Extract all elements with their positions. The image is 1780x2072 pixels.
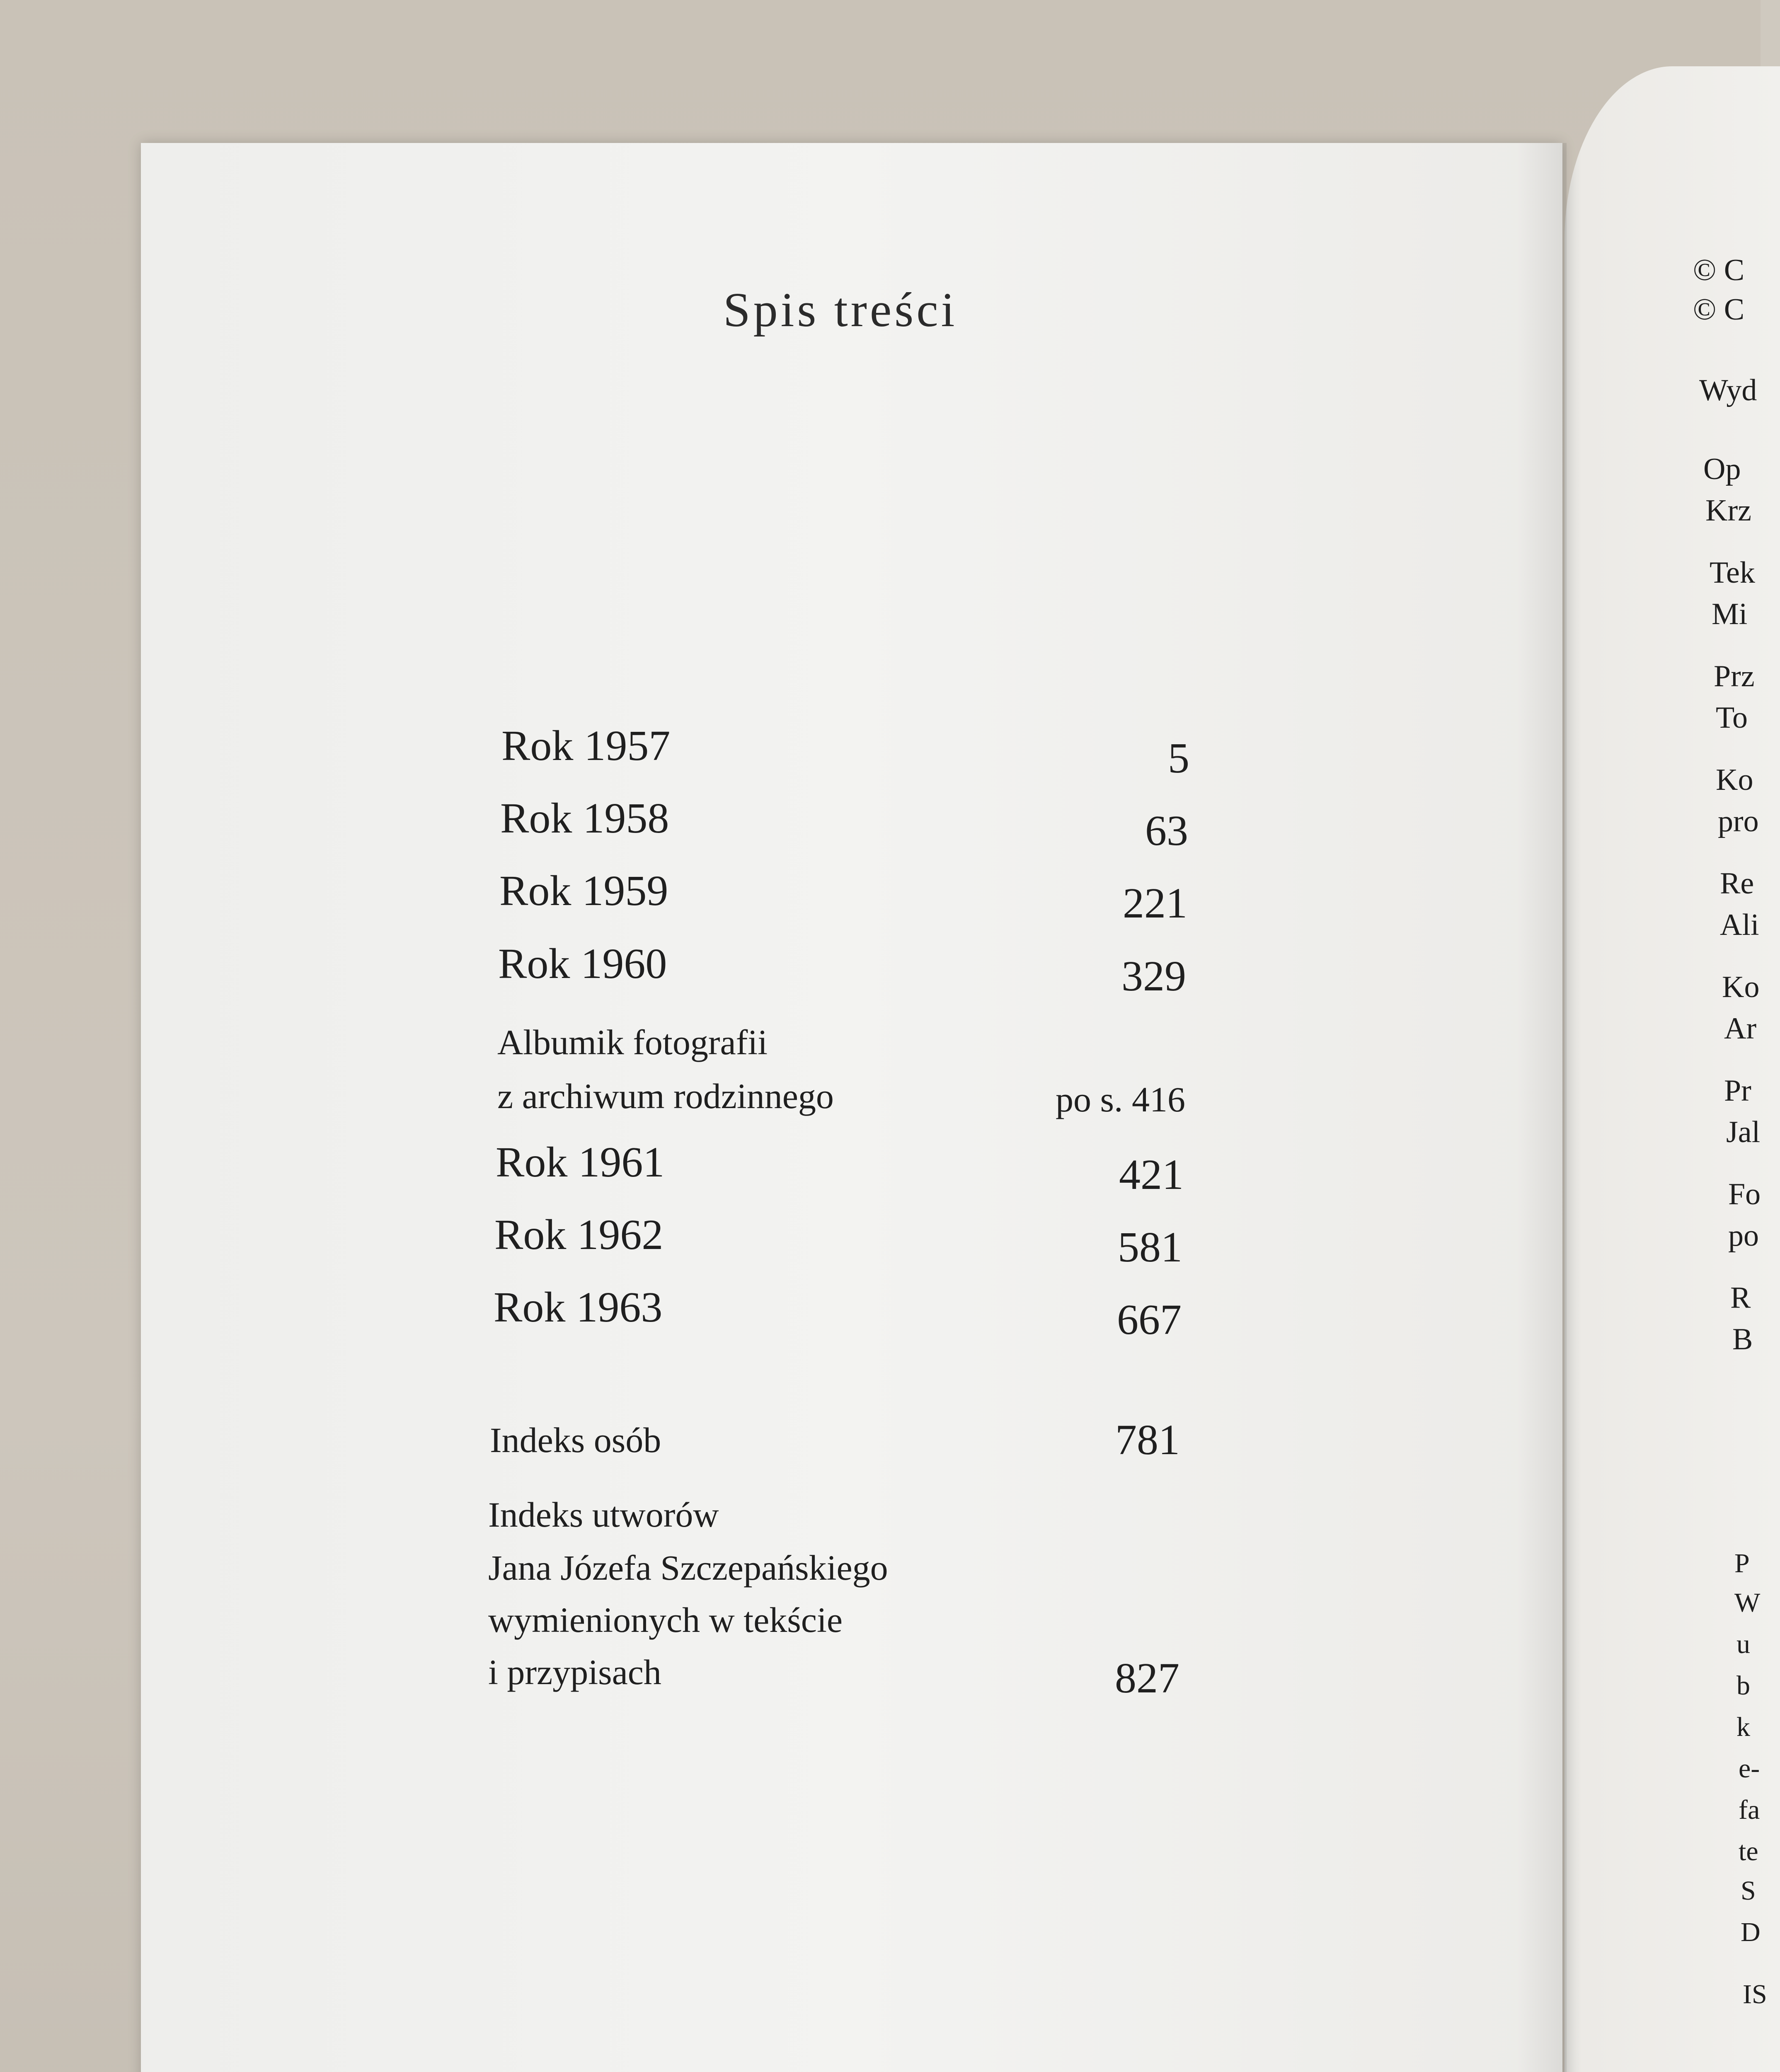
toc-entry-label-line: i przypisach bbox=[488, 1652, 661, 1692]
right-page-fragment: Wyd bbox=[1699, 373, 1757, 407]
toc-entry-label-line: Jana Józefa Szczepańskiego bbox=[488, 1548, 888, 1588]
toc-entry bbox=[497, 1021, 1185, 1129]
right-page-fragment: Ko bbox=[1722, 970, 1760, 1004]
toc-entry-page: 421 bbox=[1119, 1151, 1184, 1198]
right-page-fragment: Tek bbox=[1710, 556, 1755, 590]
right-page-fragment: Fo bbox=[1728, 1177, 1761, 1211]
toc-entry-page: 329 bbox=[1121, 952, 1186, 1000]
toc-entry-page: 667 bbox=[1117, 1296, 1182, 1343]
right-page-fragment: Jal bbox=[1726, 1115, 1761, 1149]
right-page-fragment: S bbox=[1741, 1876, 1756, 1906]
spine-shadow bbox=[1517, 143, 1567, 2072]
right-page-fragment: P bbox=[1734, 1548, 1750, 1578]
right-page-fragment: W bbox=[1734, 1588, 1761, 1618]
right-page-fragment: To bbox=[1716, 701, 1748, 735]
right-page-fragment: D bbox=[1741, 1917, 1761, 1947]
right-page-fragment: © C bbox=[1693, 293, 1745, 327]
right-page-fragment: Re bbox=[1720, 867, 1754, 900]
toc-entry-page: 63 bbox=[1145, 807, 1188, 854]
toc-entry-label: Rok 1960 bbox=[498, 940, 667, 988]
right-page-fragment: IS bbox=[1743, 1979, 1767, 2009]
toc-entry-label-line: wymienionych w tekście bbox=[488, 1600, 843, 1640]
toc-entry-label-line: Albumik fotografii bbox=[497, 1022, 768, 1062]
right-page-fragment: R bbox=[1730, 1281, 1751, 1315]
right-page-fragment: Krz bbox=[1705, 494, 1751, 528]
toc-entry-label-line: z archiwum rodzinnego bbox=[497, 1076, 834, 1116]
toc-entry-label: Rok 1962 bbox=[494, 1211, 664, 1259]
toc-entry-page: 5 bbox=[1168, 734, 1189, 782]
right-page-fragment: u bbox=[1736, 1629, 1750, 1659]
right-page-fragment: © C bbox=[1693, 253, 1745, 287]
right-page-fragment: Ar bbox=[1724, 1012, 1757, 1046]
right-page-fragment: Mi bbox=[1712, 597, 1748, 631]
toc-entry-page: po s. 416 bbox=[1056, 1080, 1185, 1119]
toc-entry-page: 827 bbox=[1115, 1654, 1179, 1702]
toc-entry-label: Indeks osób bbox=[490, 1420, 661, 1460]
toc-entry-label: Rok 1957 bbox=[501, 722, 671, 770]
right-page-fragment: b bbox=[1736, 1670, 1750, 1701]
right-page-fragment: B bbox=[1732, 1322, 1753, 1356]
right-page-fragment: fa bbox=[1739, 1795, 1760, 1825]
right-page-fragment: Op bbox=[1703, 452, 1741, 486]
right-page-fragment: Pr bbox=[1724, 1074, 1751, 1108]
toc-entry-label: Rok 1963 bbox=[494, 1283, 663, 1331]
toc-entry-page: 581 bbox=[1118, 1223, 1182, 1271]
toc-entry-page: 221 bbox=[1123, 879, 1187, 927]
right-page-fragment: k bbox=[1736, 1712, 1750, 1742]
right-page-fragment: Ko bbox=[1716, 763, 1753, 797]
toc-entry-label: Rok 1958 bbox=[500, 794, 669, 842]
toc-title: Spis treści bbox=[723, 283, 958, 337]
right-page-fragment: po bbox=[1728, 1219, 1759, 1253]
right-page-fragment: te bbox=[1739, 1836, 1758, 1866]
toc-entry-label: Rok 1959 bbox=[499, 867, 668, 915]
toc-entry bbox=[488, 1494, 1179, 1709]
right-page-fragment: Prz bbox=[1714, 659, 1755, 693]
right-page-fragment: e- bbox=[1739, 1753, 1760, 1784]
right-page-fragment: Ali bbox=[1720, 908, 1759, 942]
toc-entry-page: 781 bbox=[1115, 1416, 1180, 1464]
right-page-fragment: pro bbox=[1718, 804, 1759, 838]
toc-entry-label: Rok 1961 bbox=[496, 1138, 665, 1186]
toc-entry-label-line: Indeks utworów bbox=[488, 1495, 719, 1535]
